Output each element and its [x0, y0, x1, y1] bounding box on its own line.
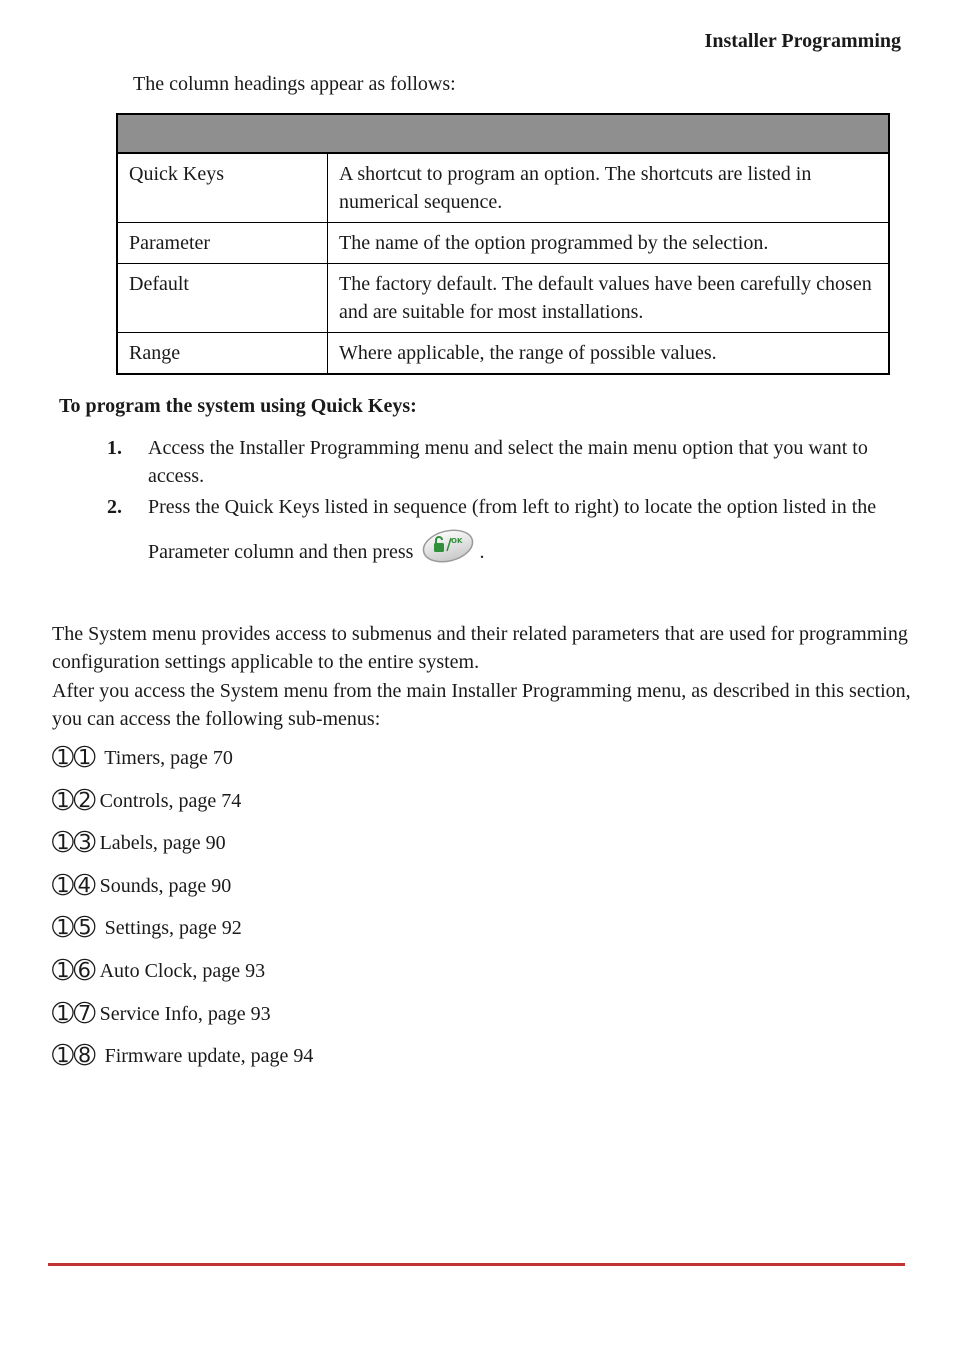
table-row: [117, 333, 889, 375]
table-header-row: [117, 114, 889, 153]
submenu-label: Settings, page 92: [99, 917, 242, 939]
step-body: [148, 486, 898, 573]
step-text: Press the Quick Keys listed in sequence (from left to right) to locate the option listed in the Parameter column and then press: [148, 496, 877, 563]
footer-rule: [48, 1263, 905, 1266]
circled-digit-icon: ➅: [73, 956, 96, 986]
circled-digit-one-icon: ➀: [52, 913, 74, 943]
submenu-item: [52, 740, 233, 776]
circled-digit-icon: ➄: [73, 913, 96, 943]
step-number: 2.: [107, 496, 122, 518]
table-desc-cell: The factory default. The default values have been carefully chosen and are suitable for most installations.: [328, 264, 890, 333]
table-desc-cell: The name of the option programmed by the selection.: [328, 223, 890, 264]
circled-digit-one-icon: ➀: [52, 1041, 74, 1071]
circled-digit-one-icon: ➀: [52, 871, 74, 901]
table-row: [117, 223, 889, 264]
table-header-cell: [117, 114, 889, 153]
step-number: 1.: [107, 437, 122, 459]
submenu-label: Service Info, page 93: [99, 1003, 271, 1025]
submenu-item: [52, 868, 231, 904]
circled-digit-icon: ➀: [73, 743, 96, 773]
circled-digit-one-icon: ➀: [52, 999, 74, 1029]
circled-digit-icon: ➆: [73, 999, 96, 1029]
circled-digit-icon: ➇: [73, 1041, 96, 1071]
system-paragraph: After you access the System menu from the main Installer Programming menu, as described in this section, you can access the following sub-menus:: [52, 680, 911, 730]
table-desc-cell: Where applicable, the range of possible values.: [328, 333, 890, 375]
circled-digit-one-icon: ➀: [52, 786, 74, 816]
table-term-cell: Default: [117, 264, 328, 333]
table-term-cell: Quick Keys: [117, 153, 328, 223]
submenu-item: [52, 953, 265, 989]
submenu-label: Labels, page 90: [99, 832, 226, 854]
step-text: Access the Installer Programming menu and select the main menu option that you want to access.: [148, 437, 868, 487]
circled-digit-one-icon: ➀: [52, 956, 74, 986]
circled-digit-one-icon: ➀: [52, 743, 74, 773]
column-headings-table: [116, 113, 890, 375]
submenu-label: Controls, page 74: [99, 790, 242, 812]
svg-text:OK: OK: [451, 537, 463, 545]
circled-digit-icon: ➃: [73, 871, 96, 901]
submenu-item: [52, 910, 242, 946]
ok-unlock-key-icon: [421, 528, 475, 564]
intro-text: The column headings appear as follows:: [133, 73, 456, 95]
table-term-cell: Parameter: [117, 223, 328, 264]
system-paragraph: The System menu provides access to submenus and their related parameters that are used for programming configuration settings applicable to the entire system.: [52, 623, 908, 673]
submenu-item: [52, 1038, 313, 1074]
circled-digit-one-icon: ➀: [52, 828, 74, 858]
submenu-item: [52, 783, 241, 819]
page-header-title: Installer Programming: [704, 30, 901, 52]
circled-digit-icon: ➁: [73, 786, 96, 816]
submenu-item: [52, 825, 226, 861]
table-row: [117, 264, 889, 333]
procedure-heading: To program the system using Quick Keys:: [59, 395, 417, 417]
submenu-label: Firmware update, page 94: [99, 1045, 314, 1067]
step-text-end: .: [479, 541, 485, 563]
table-desc-cell: A shortcut to program an option. The shortcuts are listed in numerical sequence.: [328, 153, 890, 223]
submenu-label: Auto Clock, page 93: [99, 960, 266, 982]
submenu-item: [52, 996, 271, 1032]
table-row: [117, 153, 889, 223]
submenu-label: Sounds, page 90: [99, 875, 232, 897]
submenu-label: Timers, page 70: [99, 747, 233, 769]
circled-digit-icon: ➂: [73, 828, 96, 858]
table-term-cell: Range: [117, 333, 328, 375]
